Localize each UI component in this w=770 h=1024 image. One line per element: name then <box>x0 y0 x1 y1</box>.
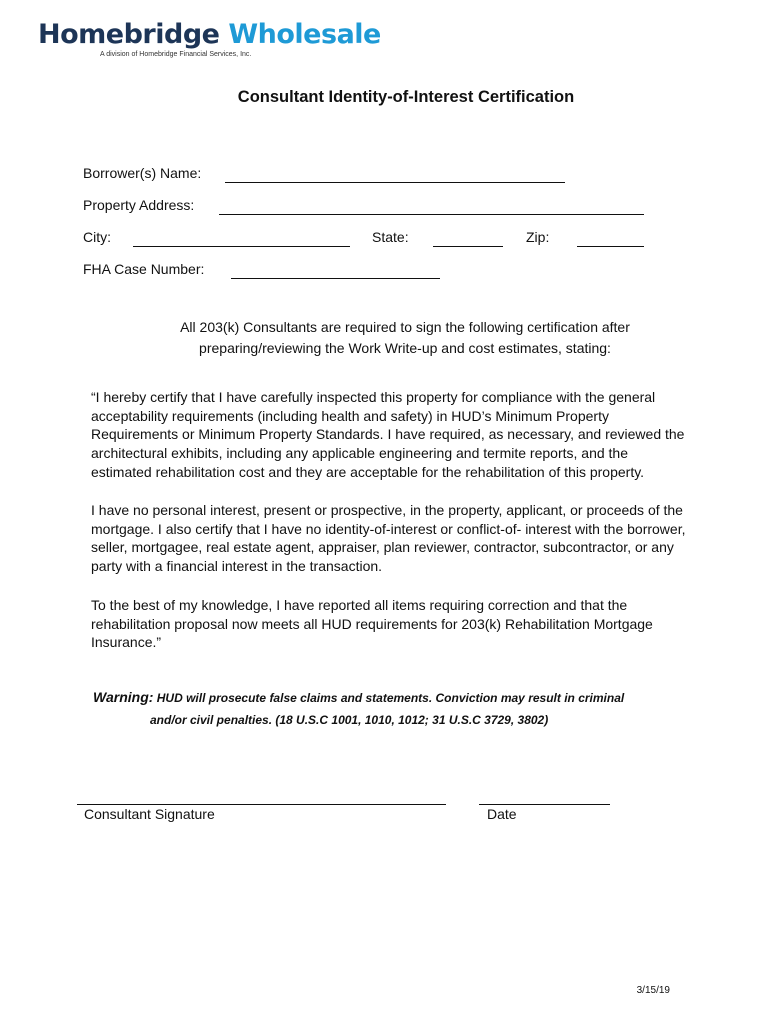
document-title: Consultant Identity-of-Interest Certification <box>237 88 575 106</box>
zip-field[interactable] <box>577 246 644 247</box>
consultant-signature-field[interactable] <box>77 804 446 805</box>
logo-brand-first: Homebridge <box>38 19 220 50</box>
revision-date: 3/15/19 <box>636 985 670 996</box>
certification-paragraph-1: “I hereby certify that I have carefully inspected this property for compliance with the general acceptability requirements (including health and safety) in HUD’s Minimum Property Requirements or Minimum Property Standards. I have required, as necessary, and reviewed the architectural exhibits, including any applicable engineering and termite reports, and the estimated rehabilitation cost and they are acceptable for the rehabilitation of this property. <box>91 389 685 480</box>
property-address-label: Property Address: <box>83 197 195 213</box>
borrower-name-field[interactable] <box>225 182 565 183</box>
warning-label: Warning: <box>93 689 154 705</box>
signature-date-field[interactable] <box>479 804 610 805</box>
city-field[interactable] <box>133 246 350 247</box>
fha-case-number-label: FHA Case Number: <box>83 261 205 277</box>
state-field[interactable] <box>433 246 503 247</box>
warning-line-2: and/or civil penalties. (18 U.S.C 1001, 1010, 1012; 31 U.S.C 3729, 3802) <box>150 713 549 727</box>
zip-label: Zip: <box>526 229 550 245</box>
property-address-field[interactable] <box>219 214 644 215</box>
certification-paragraph-2: I have no personal interest, present or prospective, in the property, applicant, or proceeds of the mortgage. I also certify that I have no identity-of-interest or conflict-of- interest with the borrower, seller, mortgagee, real estate agent, appraiser, plan reviewer, contractor, subcontractor, or any party with a financial interest in the transaction. <box>91 502 686 575</box>
logo-subtitle: A division of Homebridge Financial Services, Inc. <box>100 51 252 58</box>
homebridge-logo <box>38 19 381 58</box>
borrower-name-label: Borrower(s) Name: <box>83 165 202 181</box>
state-label: State: <box>372 229 409 245</box>
warning-notice <box>93 686 713 731</box>
fha-case-number-field[interactable] <box>231 278 440 279</box>
certification-paragraph-3: To the best of my knowledge, I have reported all items requiring correction and that the rehabilitation proposal now meets all HUD requirements for 203(k) Rehabilitation Mortgage Insurance.” <box>91 597 653 651</box>
warning-line-1: HUD will prosecute false claims and statements. Conviction may result in criminal <box>156 691 625 705</box>
city-label: City: <box>83 229 111 245</box>
logo-brand-second: Wholesale <box>228 19 381 50</box>
consultant-signature-label: Consultant Signature <box>84 806 215 822</box>
intro-text: All 203(k) Consultants are required to sign the following certification after preparing/reviewing the Work Write-up and cost estimates, stating: <box>180 319 630 356</box>
signature-date-label: Date <box>487 806 517 822</box>
